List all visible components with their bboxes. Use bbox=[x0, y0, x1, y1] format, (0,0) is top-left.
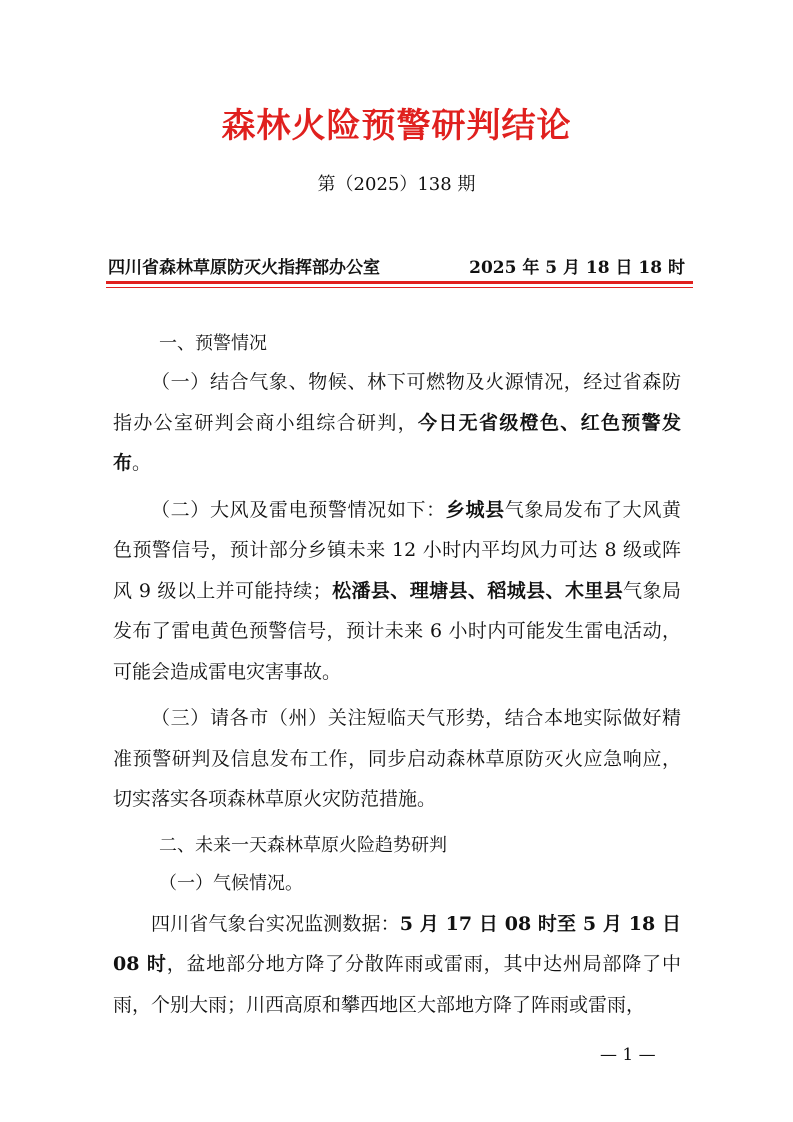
section-heading-1: 一、预警情况 bbox=[159, 333, 267, 354]
paragraph-4-text-a: 四川省气象台实况监测数据： bbox=[151, 912, 400, 935]
paragraph-1-emphasis: 今日无省级橙色、红色预警发布 bbox=[113, 411, 681, 474]
paragraph-4-time-range: 5 月 17 日 08 时至 5 月 18 日 08 时 bbox=[113, 912, 681, 975]
paragraph-1-end: 。 bbox=[132, 452, 152, 474]
document-body bbox=[113, 326, 681, 1031]
paragraph-1-text: （一）结合气象、物候、林下可燃物及火源情况，经过省森防指办公室研判会商小组综合研判， bbox=[113, 371, 681, 434]
red-rule-thin bbox=[106, 287, 693, 288]
paragraph-2-text-e: 气象局发布了雷电黄色预警信号，预计未来 6 小时内可能发生雷电活动，可能会造成雷电灾害事故。 bbox=[113, 579, 681, 683]
paragraph-2-text-a: （二）大风及雷电预警情况如下： bbox=[151, 498, 446, 521]
section-heading-2: 二、未来一天森林草原火险趋势研判 bbox=[159, 834, 447, 856]
paragraph-2-county-wind: 乡城县 bbox=[445, 498, 505, 521]
paragraph-4 bbox=[113, 904, 681, 1026]
document-title: 森林火险预警研判结论 bbox=[221, 106, 572, 146]
paragraph-1 bbox=[113, 362, 681, 484]
paragraph-2-counties-thunder: 松潘县、理塘县、稻城县、木里县 bbox=[331, 579, 624, 602]
paragraph-2 bbox=[113, 490, 681, 693]
paragraph-4-text-c: ，盆地部分地方降了分散阵雨或雷雨，其中达州局部降了中雨，个别大雨；川西高原和攀西地区大部地方降了阵雨或雷雨， bbox=[113, 953, 681, 1016]
page-number: — 1 — bbox=[600, 1045, 656, 1065]
subheading-climate: （一）气候情况。 bbox=[159, 872, 303, 894]
issuer: 四川省森林草原防灭火指挥部办公室 bbox=[108, 258, 380, 278]
issue-date: 2025 年 5 月 18 日 18 时 bbox=[469, 258, 685, 278]
red-rule-thick bbox=[106, 281, 693, 284]
paragraph-3: （三）请各市（州）关注短临天气形势，结合本地实际做好精准预警研判及信息发布工作，同步启动森林草原防灭火应急响应，切实落实各项森林草原火灾防范措施。 bbox=[113, 707, 681, 810]
paragraph-2-text-c: 气象局发布了大风黄色预警信号，预计部分乡镇未来 12 小时内平均风力可达 8 级或阵风 9 级以上并可能持续； bbox=[113, 498, 681, 602]
issue-number: 第（2025）138 期 bbox=[317, 174, 476, 195]
